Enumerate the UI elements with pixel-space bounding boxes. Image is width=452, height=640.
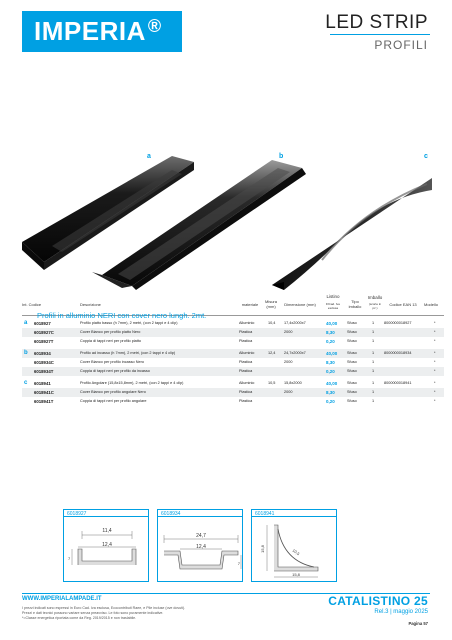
row-misura: 12,4 xyxy=(268,351,276,355)
profile-b-image xyxy=(92,160,306,290)
row-tipo-imballo: Sfuso xyxy=(347,369,357,373)
row-material: Alluminio xyxy=(239,321,255,325)
row-code: 6018934T xyxy=(34,369,54,374)
table-row xyxy=(22,397,444,406)
row-description: Profilo Angolare (15,8x15,8mm), 2 metri, (con 2 tappi e 4 clip) xyxy=(80,381,184,385)
row-price: 40,00 xyxy=(326,321,338,326)
table-row xyxy=(22,337,444,346)
col-header-tipo-imballo: Tipo imballo xyxy=(348,299,362,309)
row-modello: * xyxy=(434,390,436,394)
row-price: 8,30 xyxy=(326,330,335,335)
row-tipo-imballo: Sfuso xyxy=(347,399,357,403)
row-imballo: 1 xyxy=(372,381,375,385)
photo-label-a: a xyxy=(147,153,151,160)
row-description: Coppia di tappi neri per profilo da incasso xyxy=(80,369,150,373)
diagram-6018934-top-dim: 24,7 xyxy=(196,533,206,539)
row-imballo: 1 xyxy=(372,369,375,373)
footer-note-1: I prezzi indicati sono espressi in Euro Cad. Iva esclusa, Ecocontributi Raee, e Pile incluse (ove dovuti). xyxy=(22,606,186,610)
registered-mark: ® xyxy=(147,16,162,36)
diagram-title-1: 6018927 xyxy=(63,509,149,517)
row-modello: * xyxy=(434,360,436,364)
col-header-misura: Misura (mm) xyxy=(264,299,277,309)
col-header-listino: Listino xyxy=(326,294,340,300)
row-description: Profilo ad incasso (h 7mm), 2 metri, (con 2 tappi e 4 clip) xyxy=(80,351,176,355)
row-material: Plastica xyxy=(239,399,253,403)
row-price: 8,30 xyxy=(326,390,335,395)
diagram-6018941-drawing xyxy=(252,517,338,583)
row-dimension: 2000 xyxy=(284,330,293,334)
row-imballo: 1 xyxy=(372,351,375,355)
footer-note-2: Prezzi e dati tecnici possono variare senza preavviso. Le foto sono puramente indicative. xyxy=(22,611,164,615)
row-ean: 8000000018927 xyxy=(384,321,412,325)
col-header-modello: Modello xyxy=(423,301,438,307)
photo-label-b: b xyxy=(279,153,284,160)
row-modello: * xyxy=(434,399,436,403)
row-price: 0,20 xyxy=(326,369,335,374)
row-material: Plastica xyxy=(239,369,253,373)
row-imballo: 1 xyxy=(372,399,375,403)
row-modello: * xyxy=(434,369,436,373)
row-tipo-imballo: Sfuso xyxy=(347,330,357,334)
col-header-codice: Int. Codice xyxy=(22,301,42,307)
row-dimension: 15,8x2000 xyxy=(284,381,302,385)
col-header-ean: Codice EAN 13 xyxy=(389,301,417,307)
website-link[interactable]: WWW.IMPERIALAMPADE.IT xyxy=(22,596,102,602)
row-code: 6018927 xyxy=(34,321,51,326)
diagram-6018927-drawing xyxy=(64,517,150,583)
brand-name: IMPERIA xyxy=(34,16,146,46)
row-material: Alluminio xyxy=(239,351,255,355)
row-misura: 10,5 xyxy=(268,381,276,385)
table-row xyxy=(22,379,444,388)
row-modello: * xyxy=(434,321,436,325)
row-imballo: 1 xyxy=(372,339,375,343)
row-modello: * xyxy=(434,330,436,334)
row-material: Plastica xyxy=(239,330,253,334)
row-letter: c xyxy=(24,380,28,386)
row-tipo-imballo: Sfuso xyxy=(347,390,357,394)
row-description: Cover Bianco per profilo incasso Nero xyxy=(80,360,144,364)
page-subtitle: PROFILI xyxy=(374,38,428,52)
row-price: 0,20 xyxy=(326,339,335,344)
diagram-title-2: 6018934 xyxy=(157,509,243,517)
diagram-6018941-diag-dim: 10,5 xyxy=(291,547,301,557)
row-code: 6018934C xyxy=(34,360,54,365)
diagram-6018941 xyxy=(251,516,337,582)
row-imballo: 1 xyxy=(372,390,375,394)
row-modello: * xyxy=(434,351,436,355)
row-price: 0,20 xyxy=(326,399,335,404)
profile-c-image xyxy=(272,178,432,290)
row-tipo-imballo: Sfuso xyxy=(347,360,357,364)
row-price: 8,30 xyxy=(326,360,335,365)
table-row xyxy=(22,319,444,328)
diagram-6018927-bottom-dim: 12,4 xyxy=(102,542,112,548)
row-description: Cover Bianco per profilo angolare Nero xyxy=(80,390,146,394)
row-modello: * xyxy=(434,339,436,343)
row-description: Cover Bianco per profilo piatto Nero xyxy=(80,330,141,334)
diagram-6018934 xyxy=(157,516,243,582)
page-title: LED STRIP xyxy=(325,12,428,33)
product-photo xyxy=(22,150,442,290)
row-material: Plastica xyxy=(239,390,253,394)
diagram-title-3: 6018941 xyxy=(251,509,337,517)
row-material: Plastica xyxy=(239,339,253,343)
diagram-6018927-top-dim: 11,4 xyxy=(102,528,112,534)
row-tipo-imballo: Sfuso xyxy=(347,381,357,385)
col-header-imballo-sub: (scorte in pz.) xyxy=(368,302,382,310)
diagram-6018927-side-dim: 7 xyxy=(68,556,71,561)
row-description: Profilo piatto basso (h 7mm), 2 metri, (con 2 tappi e 4 clip) xyxy=(80,321,178,325)
row-letter: a xyxy=(24,320,28,326)
row-material: Alluminio xyxy=(239,381,255,385)
catalog-title: CATALISTINO 25 xyxy=(328,594,428,608)
row-tipo-imballo: Sfuso xyxy=(347,351,357,355)
row-dimension: 17,4x2000x7 xyxy=(284,321,306,325)
row-ean: 8000000018934 xyxy=(384,351,412,355)
row-imballo: 1 xyxy=(372,360,375,364)
row-code: 6018927C xyxy=(34,330,54,335)
row-dimension: 2000 xyxy=(284,390,293,394)
diagram-6018934-bottom-dim: 12,4 xyxy=(196,544,206,550)
col-header-dimensione: Dimensione (mm) xyxy=(284,301,316,307)
row-tipo-imballo: Sfuso xyxy=(347,339,357,343)
row-dimension: 24,7x2000x7 xyxy=(284,351,306,355)
row-material: Plastica xyxy=(239,360,253,364)
row-code: 6018941 xyxy=(34,381,51,386)
catalog-release: Rel.3 | maggio 2025 xyxy=(374,609,428,615)
row-modello: * xyxy=(434,381,436,385)
diagram-6018934-side-dim: 7 xyxy=(237,561,240,566)
row-misura: 10,4 xyxy=(268,321,276,325)
col-header-listino-sub: €/Cad. Iva esclusa xyxy=(326,302,340,310)
row-imballo: 1 xyxy=(372,330,375,334)
table-row xyxy=(22,388,444,397)
table-row xyxy=(22,358,444,367)
section-title: Profili in alluminio NERI con cover nero lungh. 2mt. xyxy=(37,311,207,320)
row-code: 6018941T xyxy=(34,399,54,404)
footer-note-3: *=Classe energetica riportata come da Reg. 2019/2015 e non traslabile. xyxy=(22,616,137,620)
diagram-6018927 xyxy=(63,516,149,582)
col-header-descrizione: Descrizione xyxy=(80,301,101,307)
row-description: Coppia di tappi neri per profilo angolare xyxy=(80,399,147,403)
col-header-imballo: Imballo xyxy=(367,295,383,301)
table-row xyxy=(22,349,444,358)
page-number: Pagina 57 xyxy=(408,621,428,626)
row-code: 6018927T xyxy=(34,339,54,344)
diagram-6018941-bottom-dim: 15,8 xyxy=(292,572,300,577)
table-row xyxy=(22,328,444,337)
row-letter: b xyxy=(24,350,28,356)
row-imballo: 1 xyxy=(372,321,375,325)
row-description: Coppia di tappi neri per profilo piatto xyxy=(80,339,141,343)
row-price: 40,00 xyxy=(326,351,338,356)
row-code: 6018941C xyxy=(34,390,54,395)
diagram-6018941-side-dim: 15,8 xyxy=(260,545,265,553)
row-ean: 8000000018941 xyxy=(384,381,412,385)
table-row xyxy=(22,367,444,376)
header-divider xyxy=(330,34,430,35)
row-price: 40,00 xyxy=(326,381,338,386)
col-header-materiale: materiale xyxy=(241,301,259,307)
brand-logo xyxy=(34,16,162,47)
photo-label-c: c xyxy=(424,153,428,160)
row-dimension: 2000 xyxy=(284,360,293,364)
diagram-6018934-drawing xyxy=(158,517,244,583)
row-tipo-imballo: Sfuso xyxy=(347,321,357,325)
row-code: 6018934 xyxy=(34,351,51,356)
